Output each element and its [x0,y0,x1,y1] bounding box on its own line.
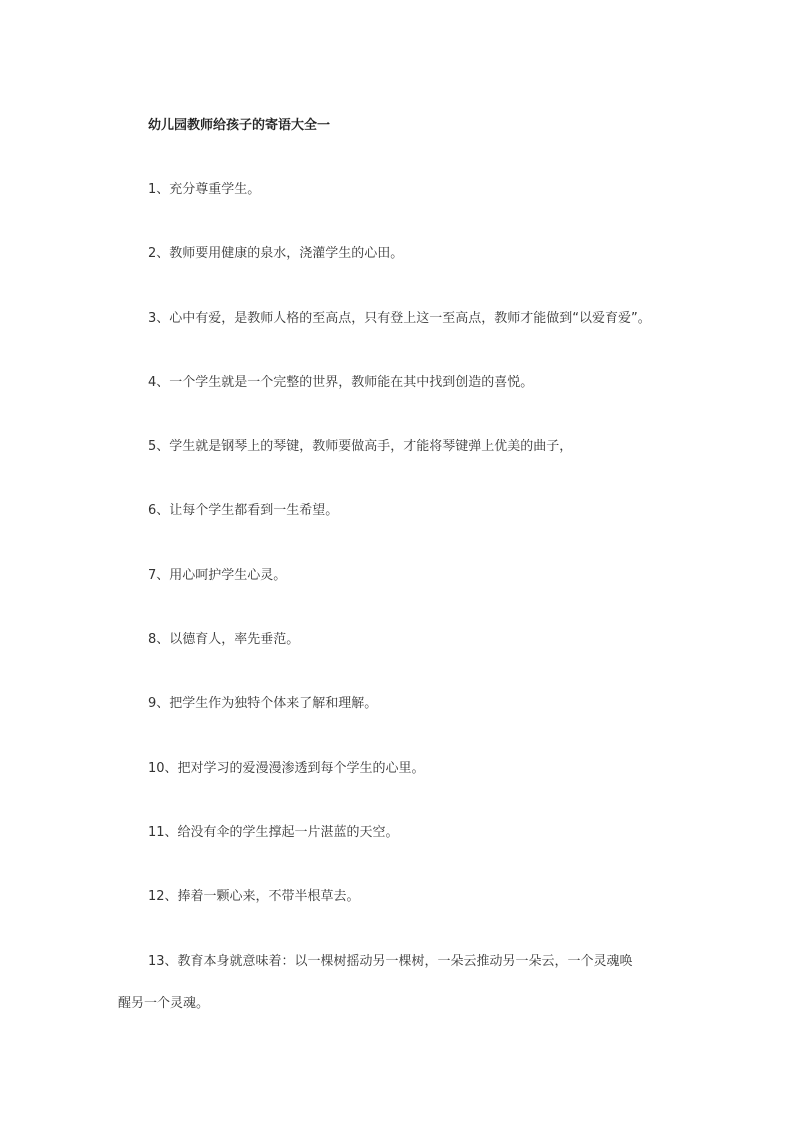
list-item: 4、一个学生就是一个完整的世界，教师能在其中找到创造的喜悦。 [148,375,534,390]
list-item: 10、把对学习的爱漫漫渗透到每个学生的心里。 [148,761,425,776]
list-item: 9、把学生作为独特个体来了解和理解。 [148,696,378,711]
list-item: 2、教师要用健康的泉水，浇灌学生的心田。 [148,246,404,261]
document-title: 幼儿园教师给孩子的寄语大全一 [148,118,331,133]
list-item: 3、心中有爱，是教师人格的至高点，只有登上这一至高点，教师才能做到“以爱育爱”。 [148,311,651,326]
list-item: 7、用心呵护学生心灵。 [148,568,287,583]
list-item: 12、捧着一颗心来，不带半根草去。 [148,889,360,904]
list-item: 8、以德育人，率先垂范。 [148,632,300,647]
list-item: 5、学生就是钢琴上的琴键，教师要做高手，才能将琴键弹上优美的曲子， [148,439,573,454]
list-item: 6、让每个学生都看到一生希望。 [148,503,339,518]
list-item-line: 醒另一个灵魂。 [118,996,210,1011]
list-item: 11、给没有伞的学生撑起一片湛蓝的天空。 [148,825,399,840]
list-item: 1、充分尊重学生。 [148,182,261,197]
list-item-line: 13、教育本身就意味着：以一棵树摇动另一棵树，一朵云推动另一朵云，一个灵魂唤 [148,954,633,969]
list-item-wrapped [118,952,678,1014]
